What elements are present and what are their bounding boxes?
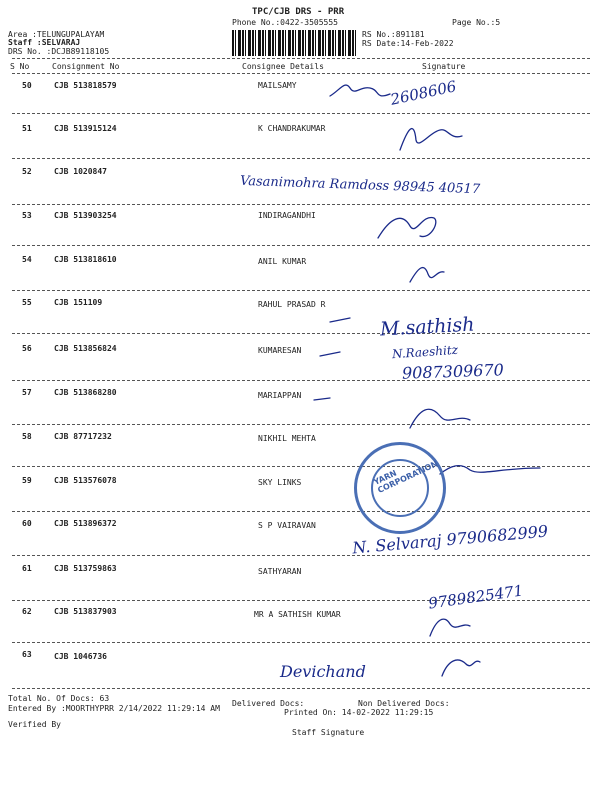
entered-by: Entered By :MOORTHYPRR 2/14/2022 11:29:14 AM [8, 704, 220, 713]
signature-line-55a [330, 318, 350, 322]
row-consignment: CJB 513759863 [54, 564, 117, 573]
printed-on: Printed On: 14-02-2022 11:29:15 [284, 708, 434, 717]
row-consignee: NIKHIL MEHTA [258, 434, 316, 443]
row-sno: 62 [22, 607, 32, 616]
signature-line-55b [320, 352, 340, 356]
row-consignment: CJB 513818610 [54, 255, 117, 264]
row-consignment: CJB 87717232 [54, 432, 112, 441]
row-sno: 61 [22, 564, 32, 573]
row-consignee: MARIAPPAN [258, 391, 302, 400]
row-consignee: RAHUL PRASAD R [258, 300, 326, 309]
row-consignment: CJB 513818579 [54, 81, 117, 90]
signature-mark-51 [400, 129, 462, 150]
staff-label: Staff :SELVARAJ [8, 38, 81, 47]
row-consignment: CJB 513915124 [54, 124, 117, 133]
company-stamp [354, 442, 446, 534]
row-consignee: KUMARESAN [258, 346, 302, 355]
row-consignee: S P VAIRAVAN [258, 521, 316, 530]
row-sno: 57 [22, 388, 32, 397]
handwriting-r63: Devichand [280, 662, 366, 681]
signature-mark-53 [378, 218, 436, 238]
row-sno: 53 [22, 211, 32, 220]
column-signature: Signature [422, 62, 466, 71]
signature-line-55c [314, 398, 330, 400]
stamp-text: YARN CORPORATION [372, 459, 440, 495]
rs-number: RS No.:891181 [362, 30, 425, 39]
staff-signature: Staff Signature [292, 728, 365, 737]
area-label: Area :TELUNGUPALAYAM [8, 30, 105, 39]
handwriting-r56a: N.Raeshitz [391, 342, 459, 362]
row-sno: 55 [22, 298, 32, 307]
row-consignment: CJB 1046736 [54, 652, 107, 661]
row-sno: 58 [22, 432, 32, 441]
row-consignee: MR A SATHISH KUMAR [254, 610, 341, 619]
row-sno: 59 [22, 476, 32, 485]
signature-mark-62 [430, 619, 470, 636]
row-sno: 51 [22, 124, 32, 133]
row-consignee: SATHYARAN [258, 567, 302, 576]
row-sno: 60 [22, 519, 32, 528]
signature-mark-63 [442, 660, 480, 676]
rs-date: RS Date:14-Feb-2022 [362, 39, 454, 48]
signature-mark-50 [330, 85, 390, 96]
row-sno: 54 [22, 255, 32, 264]
signature-mark-57 [410, 409, 470, 428]
handwriting-r52: Vasanimohra Ramdoss 98945 40517 [239, 173, 481, 198]
row-consignment: CJB 513896372 [54, 519, 117, 528]
handwriting-r61: 9789825471 [427, 581, 525, 613]
row-sno: 63 [22, 650, 32, 659]
row-consignee: ANIL KUMAR [258, 257, 307, 266]
row-consignee: K CHANDRAKUMAR [258, 124, 326, 133]
page-number: Page No.:5 [452, 18, 501, 27]
row-sno: 56 [22, 344, 32, 353]
row-sno: 52 [22, 167, 32, 176]
footer-divider [12, 688, 590, 689]
handwriting-r56b: 9087309670 [401, 360, 505, 383]
signature-mark-54 [410, 268, 444, 282]
column-consignment: Consignment No [52, 62, 120, 71]
delivered-docs: Delivered Docs: [232, 699, 305, 708]
drs-number: DRS No. :DCJB89118105 [8, 47, 110, 56]
row-consignment: CJB 513868280 [54, 388, 117, 397]
row-consignment: CJB 513576078 [54, 476, 117, 485]
phone-number: Phone No.:0422-3505555 [232, 18, 338, 27]
column-consignee: Consignee Details [242, 62, 324, 71]
row-consignment: CJB 513903254 [54, 211, 117, 220]
row-consignee: INDIRAGANDHI [258, 211, 316, 220]
handwriting-r60: N. Selvaraj 9790682999 [351, 521, 549, 558]
non-delivered-docs: Non Delivered Docs: [358, 699, 450, 708]
handwriting-r55: M.sathish [379, 313, 476, 341]
total-docs: Total No. Of Docs: 63 [8, 694, 110, 703]
row-consignee: SKY LINKS [258, 478, 302, 487]
row-consignment: CJB 513856824 [54, 344, 117, 353]
row-sno: 50 [22, 81, 32, 90]
verified-by: Verified By [8, 720, 61, 729]
row-consignment: CJB 1020847 [54, 167, 107, 176]
row-consignment: CJB 151109 [54, 298, 103, 307]
row-consignee: MAILSAMY [258, 81, 297, 90]
signature-mark-59 [440, 466, 540, 474]
document-title: TPC/CJB DRS - PRR [252, 7, 345, 17]
row-consignment: CJB 513837903 [54, 607, 117, 616]
column-sno: S No [10, 62, 30, 71]
handwriting-r50: 2608606 [388, 77, 458, 109]
